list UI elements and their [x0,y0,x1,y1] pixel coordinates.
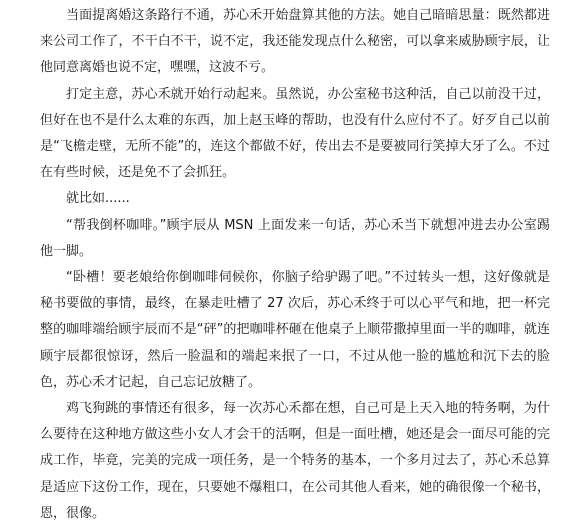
paragraph-1: 当面提离婚这条路行不通，苏心禾开始盘算其他的方法。她自己暗暗思量：既然都进来公司工作了，不干白不干，说不定，我还能发现点什么秘密，可以拿来威胁顾宇辰，让他同意离婚也说不定，嘿嘿，这波不亏。 [40,8,550,76]
paragraph-5: “卧槽！要老娘给你倒咖啡伺候你，你脑子给驴踢了吧。”不过转头一想，这好像就是秘书要做的事情，最终，在暴走吐槽了 27 次后，苏心禾终于可以心平气和地，把一杯完整的咖啡端给顾宇辰而不是“砰”的把咖啡杯砸在他桌子上顺带撒掉里面一半的咖啡，就连顾宇辰都很惊讶，然后一脸温和的端起来抿了一口，不过从他一脸的尴尬和沉下去的脸色，苏心禾才记起，自己忘记放糖了。 [40,270,550,390]
paragraph-6: 鸡飞狗跳的事情还有很多，每一次苏心禾都在想，自己可是上天入地的特务啊，为什么要待在这种地方做这些小女人才会干的活啊，但是一面吐槽，她还是会一面尽可能的完成工作，毕竟，完美的完成一项任务，是一个特务的基本，一个多月过去了，苏心禾总算是适应下这份工作，现在，只要她不爆粗口，在公司其他人看来，她的确很像一个秘书，恩，很像。 [40,401,550,521]
paragraph-4: “帮我倒杯咖啡。”顾宇辰从 MSN 上面发来一句话，苏心禾当下就想冲进去办公室踢他一脚。 [40,217,550,259]
paragraph-2: 打定主意，苏心禾就开始行动起来。虽然说，办公室秘书这种活，自己以前没干过，但好在也不是什么太难的东西，加上赵玉峰的帮助，也没有什么应付不了。好歹自己以前是“飞檐走壁，无所不能”的，连这个都做不好，传出去不是要被同行笑掉大牙了么。不过在有些时候，还是免不了会抓狂。 [40,86,550,181]
paragraph-3: 就比如...... [66,191,130,207]
